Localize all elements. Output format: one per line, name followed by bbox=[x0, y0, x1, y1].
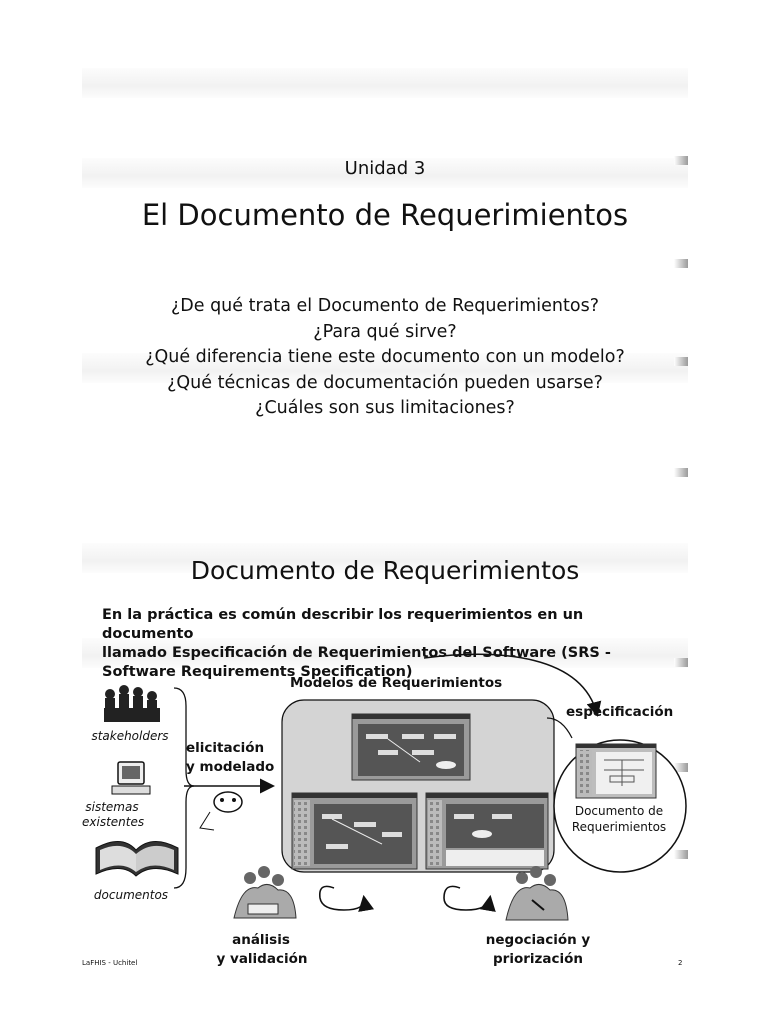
question-2: ¿Para qué sirve? bbox=[313, 322, 457, 342]
question-5: ¿Cuáles son sus limitaciones? bbox=[255, 398, 515, 418]
systems-label-2: existentes bbox=[82, 815, 145, 829]
systems-label-1: sistemas bbox=[85, 800, 139, 814]
computer-icon bbox=[112, 762, 150, 794]
stripe-decoration bbox=[674, 259, 688, 268]
document-label-1: Documento de bbox=[574, 804, 664, 818]
elicitation-label-2: y modelado bbox=[186, 759, 275, 775]
model-screenshot-right bbox=[426, 793, 548, 869]
analysis-team-icon bbox=[234, 866, 296, 918]
model-screenshot-top bbox=[352, 714, 470, 780]
document-screenshot bbox=[576, 744, 656, 798]
intro-text bbox=[102, 606, 662, 682]
stakeholders-label: stakeholders bbox=[91, 729, 169, 743]
negotiation-label-2: priorización bbox=[493, 951, 583, 967]
negotiation-cycle-arrow bbox=[444, 886, 490, 910]
model-screenshot-left bbox=[292, 793, 417, 869]
negotiation-team-icon bbox=[506, 866, 568, 920]
intro-line: Software Requirements Specification) bbox=[102, 664, 413, 680]
negotiation-label-1: negociación y bbox=[485, 932, 591, 948]
documents-label: documentos bbox=[93, 888, 169, 902]
stakeholders-icon bbox=[104, 685, 160, 722]
thinking-person-icon bbox=[200, 792, 242, 830]
analysis-label-2: y validación bbox=[216, 951, 308, 967]
footer-text: LaFHIS - Uchitel bbox=[82, 959, 138, 967]
slide-2-title: Documento de Requerimientos bbox=[190, 556, 580, 585]
stripe-decoration bbox=[674, 468, 688, 477]
question-3: ¿Qué diferencia tiene este documento con un modelo? bbox=[145, 347, 625, 367]
slide-1 bbox=[82, 48, 688, 484]
unit-subtitle: Unidad 3 bbox=[344, 158, 426, 179]
specification-label: especificación bbox=[566, 704, 674, 720]
slide-1-title: El Documento de Requerimientos bbox=[141, 198, 629, 232]
book-icon bbox=[96, 841, 178, 876]
question-1: ¿De qué trata el Documento de Requerimientos? bbox=[170, 296, 599, 316]
elicitation-label-1: elicitación bbox=[186, 740, 265, 756]
analysis-label-1: análisis bbox=[232, 932, 290, 948]
page-number: 2 bbox=[678, 959, 683, 967]
question-4: ¿Qué técnicas de documentación pueden usarse? bbox=[167, 373, 603, 393]
analysis-cycle-arrow bbox=[320, 886, 364, 910]
document-label-2: Requerimientos bbox=[571, 820, 667, 834]
background-swoosh bbox=[82, 68, 688, 98]
models-label: Modelos de Requerimientos bbox=[290, 675, 503, 691]
intro-line: En la práctica es común describir los requerimientos en un documento bbox=[102, 607, 584, 642]
diagram-graphics bbox=[82, 538, 688, 974]
slide-2 bbox=[82, 538, 688, 974]
intro-line: llamado Especificación de Requerimientos del Software (SRS - bbox=[102, 645, 611, 661]
